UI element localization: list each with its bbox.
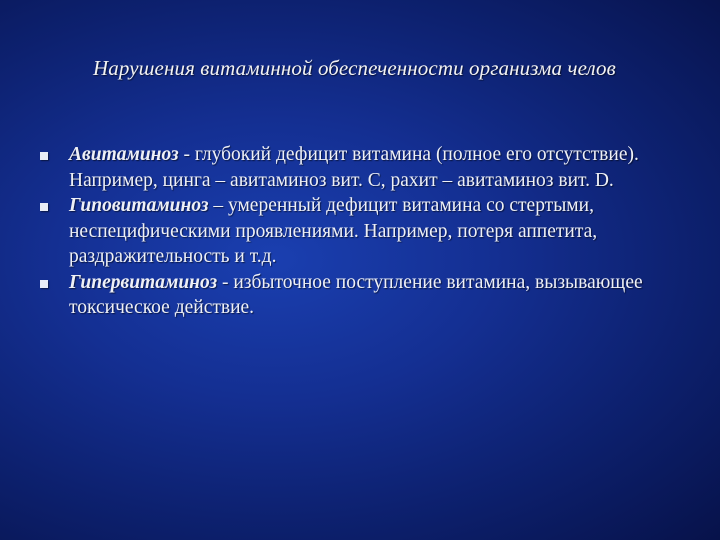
term-avitaminosis: Авитаминоз xyxy=(69,144,179,165)
term-hypervitaminosis: Гипервитаминоз xyxy=(69,271,218,293)
bullet-list xyxy=(40,142,690,321)
square-bullet-icon xyxy=(40,203,48,211)
list-item xyxy=(40,193,690,270)
term-hypovitaminosis: Гиповитаминоз xyxy=(69,195,209,216)
definition-hypovitaminosis: – умеренный дефицит витамина со стертыми, неспецифическими проявлениями. Например, потеря аппетита, раздражительность и т.д. xyxy=(69,195,598,267)
list-item xyxy=(40,142,690,193)
square-bullet-icon xyxy=(40,152,48,160)
square-bullet-icon xyxy=(40,280,48,288)
definition-avitaminosis: - глубокий дефицит витамина (полное его отсутствие). Например, цинга – авитаминоз вит. С, рахит – авитаминоз вит. D. xyxy=(69,144,639,191)
slide-title: Нарушения витаминной обеспеченности организма челов xyxy=(93,56,616,80)
definition-hypervitaminosis: - избыточное поступление витамина, вызывающее токсическое действие. xyxy=(69,271,643,318)
list-item xyxy=(40,270,690,321)
